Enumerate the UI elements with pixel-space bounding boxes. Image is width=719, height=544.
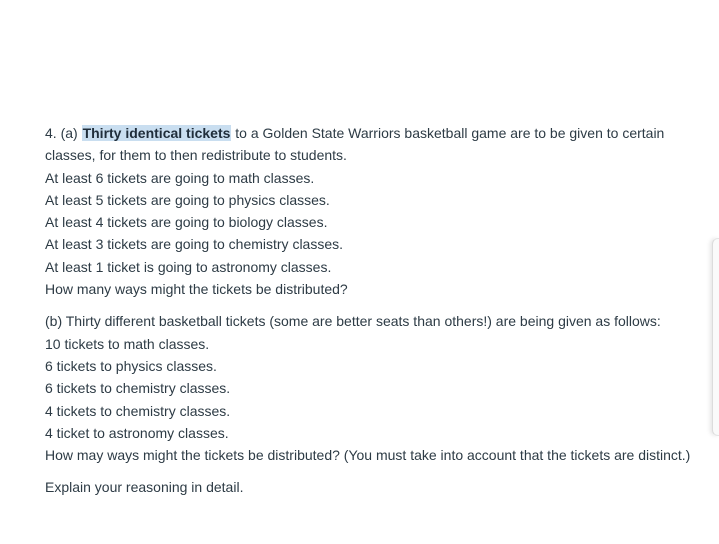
part-b-intro: (b) Thirty different basketball tickets (some are better seats than others!) are being given as follows:	[45, 313, 661, 330]
problem-number: 4. (a)	[45, 125, 82, 141]
highlighted-phrase: Thirty identical tickets	[82, 125, 231, 141]
part-a-intro-line2: classes, for them to then redistribute to students.	[45, 147, 347, 164]
part-a-intro-line1	[45, 122, 695, 144]
condition-astronomy: At least 1 ticket is going to astronomy classes.	[45, 258, 332, 275]
allocation-chemistry-2: 4 tickets to chemistry classes.	[45, 402, 231, 419]
part-a-question: How many ways might the tickets be distributed?	[45, 281, 348, 298]
allocation-physics: 6 tickets to physics classes.	[45, 357, 217, 374]
condition-physics: At least 5 tickets are going to physics classes.	[45, 191, 330, 208]
allocation-math: 10 tickets to math classes.	[45, 335, 210, 352]
condition-chemistry: At least 3 tickets are going to chemistry classes.	[45, 236, 344, 253]
allocation-astronomy: 4 ticket to astronomy classes.	[45, 424, 229, 441]
part-a-intro-rest: to a Golden State Warriors basketball game are to be given to certain	[231, 125, 665, 141]
condition-biology: At least 4 tickets are going to biology classes.	[45, 214, 328, 231]
condition-math: At least 6 tickets are going to math classes.	[45, 169, 315, 186]
problem-text	[45, 122, 695, 499]
part-b-question: How may ways might the tickets be distributed? (You must take into account that the tickets are distinct.)	[45, 447, 691, 464]
allocation-chemistry-1: 6 tickets to chemistry classes.	[45, 380, 231, 397]
closing-instruction: Explain your reasoning in detail.	[45, 479, 244, 496]
side-panel-edge	[712, 238, 719, 436]
